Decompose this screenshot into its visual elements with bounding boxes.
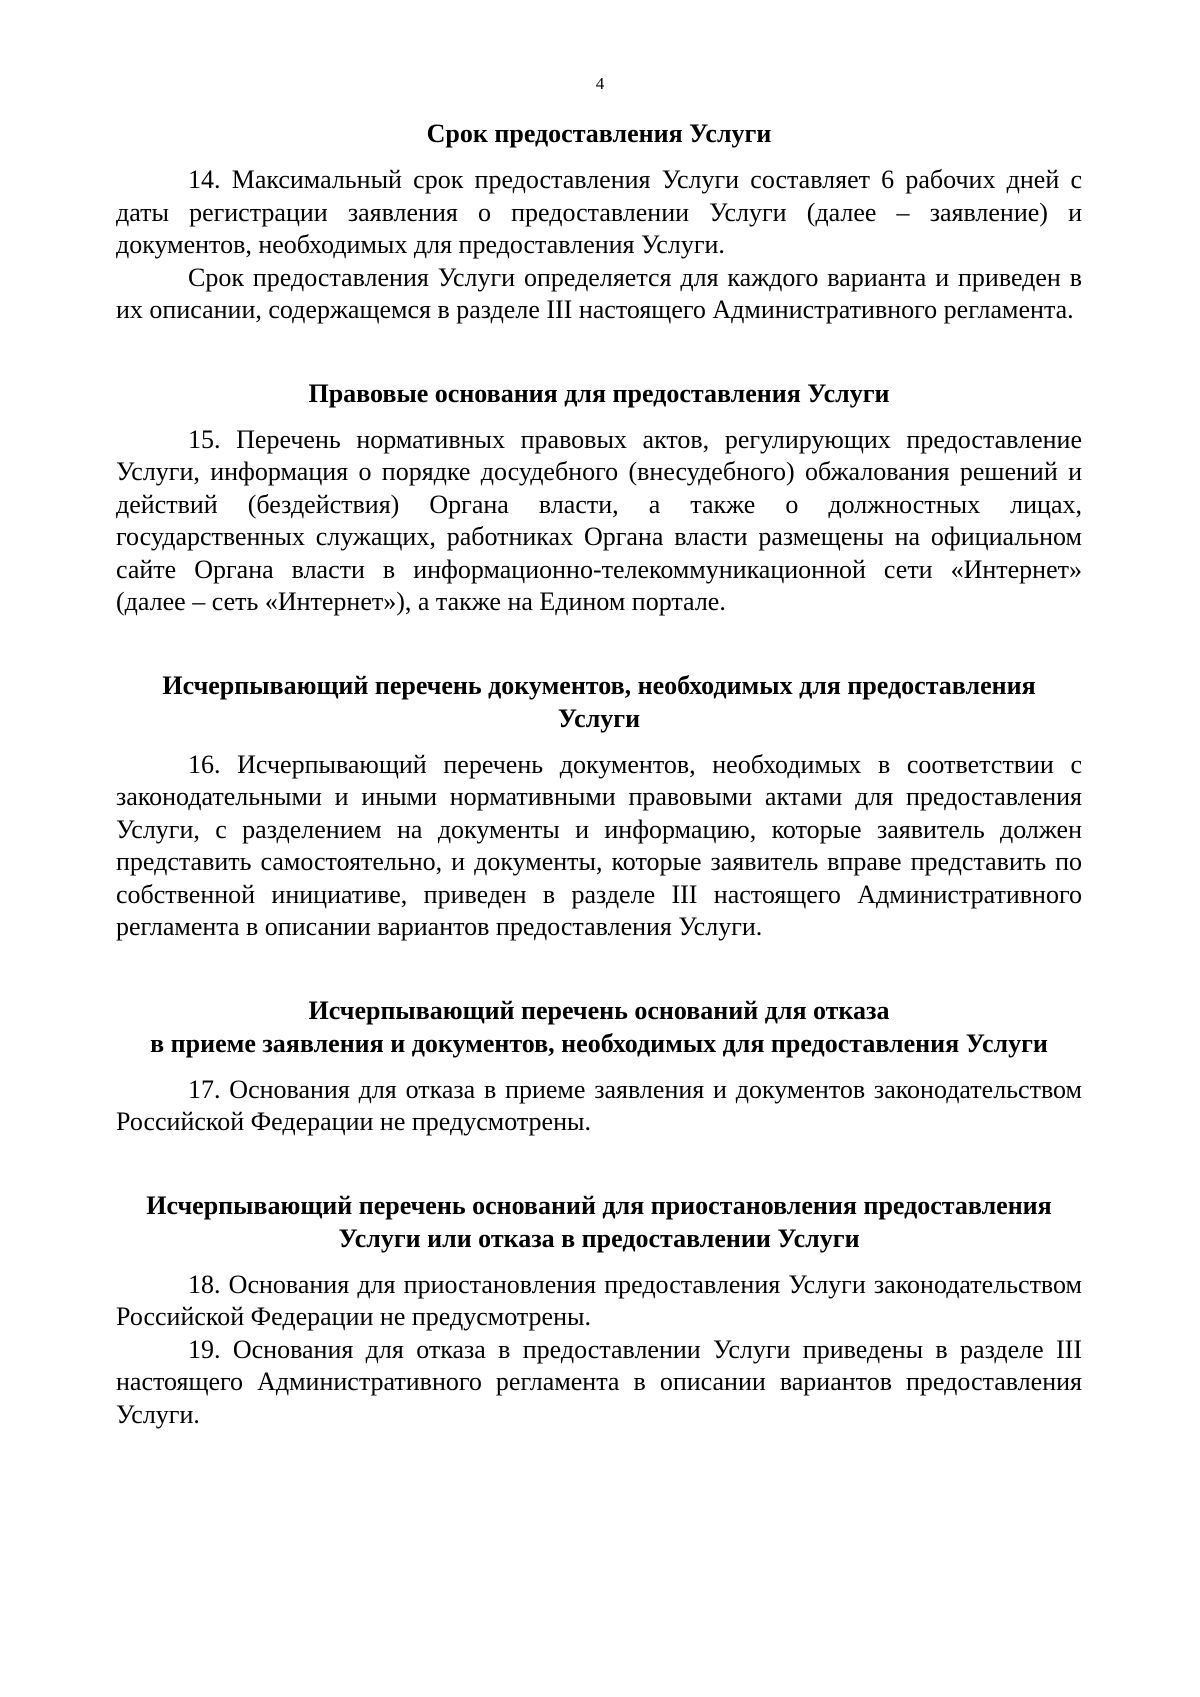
section-title xyxy=(116,117,1082,150)
section-refusal-acceptance xyxy=(116,994,1082,1139)
section-service-term xyxy=(116,117,1082,327)
paragraph-term-variants: Срок предоставления Услуги определяется для каждого варианта и приведен в их описании, содержащемся в разделе III настоящего Административного регламента. xyxy=(116,262,1082,324)
paragraph-17: 17. Основания для отказа в приеме заявления и документов законодательством Российской Федерации не предусмотрены. xyxy=(116,1074,1082,1136)
section-title-line: в приеме заявления и документов, необходимых для предоставления Услуги xyxy=(150,1028,1048,1058)
paragraph-19: 19. Основания для отказа в предоставлении Услуги приведены в разделе III настоящего Административного регламента в описании вариантов предоставления Услуги. xyxy=(116,1334,1082,1429)
section-title-line: Услуги xyxy=(557,703,641,733)
paragraph-16: 16. Исчерпывающий перечень документов, необходимых в соответствии с законодательными и иными нормативными правовыми актами для предоставления Услуги, с разделением на документы и информацию, которые заявитель должен представить самостоятельно, и документы, которые заявитель вправе представить по собственной инициативе, приведен в разделе III настоящего Административного регламента в описании вариантов предоставления Услуги. xyxy=(116,749,1082,941)
document-body xyxy=(116,117,1082,1481)
page-number: 4 xyxy=(595,74,605,93)
paragraph-14: 14. Максимальный срок предоставления Услуги составляет 6 рабочих дней с даты регистрации заявления о предоставлении Услуги (далее – заявление) и документов, необходимых для предоставления Услуги. xyxy=(116,165,1082,259)
paragraph-18: 18. Основания для приостановления предоставления Услуги законодательством Российской Федерации не предусмотрены. xyxy=(116,1269,1082,1331)
section-title xyxy=(116,669,1082,735)
section-title-line: Исчерпывающий перечень документов, необходимых для предоставления xyxy=(162,670,1036,700)
section-title-line: Исчерпывающий перечень оснований для отказа xyxy=(308,995,890,1025)
section-title-line: Срок предоставления Услуги xyxy=(426,119,772,148)
section-legal-grounds xyxy=(116,377,1082,619)
section-title-line: Правовые основания для предоставления Услуги xyxy=(308,378,890,408)
section-title-line: Исчерпывающий перечень оснований для приостановления предоставления xyxy=(146,1190,1052,1220)
section-title xyxy=(116,994,1082,1060)
section-required-documents xyxy=(116,669,1082,944)
section-title-line: Услуги или отказа в предоставлении Услуги xyxy=(338,1223,860,1253)
section-title xyxy=(116,377,1082,410)
section-title xyxy=(116,1189,1082,1255)
paragraph-15: 15. Перечень нормативных правовых актов, регулирующих предоставление Услуги, информация о порядке досудебного (внесудебного) обжалования решений и действий (бездействия) Органа власти, а также о должностных лицах, государственных служащих, работниках Органа власти размещены на официальном сайте Органа власти в информационно-телекоммуникационной сети «Интернет» (далее – сеть «Интернет»), а также на Едином портале. xyxy=(116,424,1082,616)
section-suspension-refusal xyxy=(116,1189,1082,1432)
